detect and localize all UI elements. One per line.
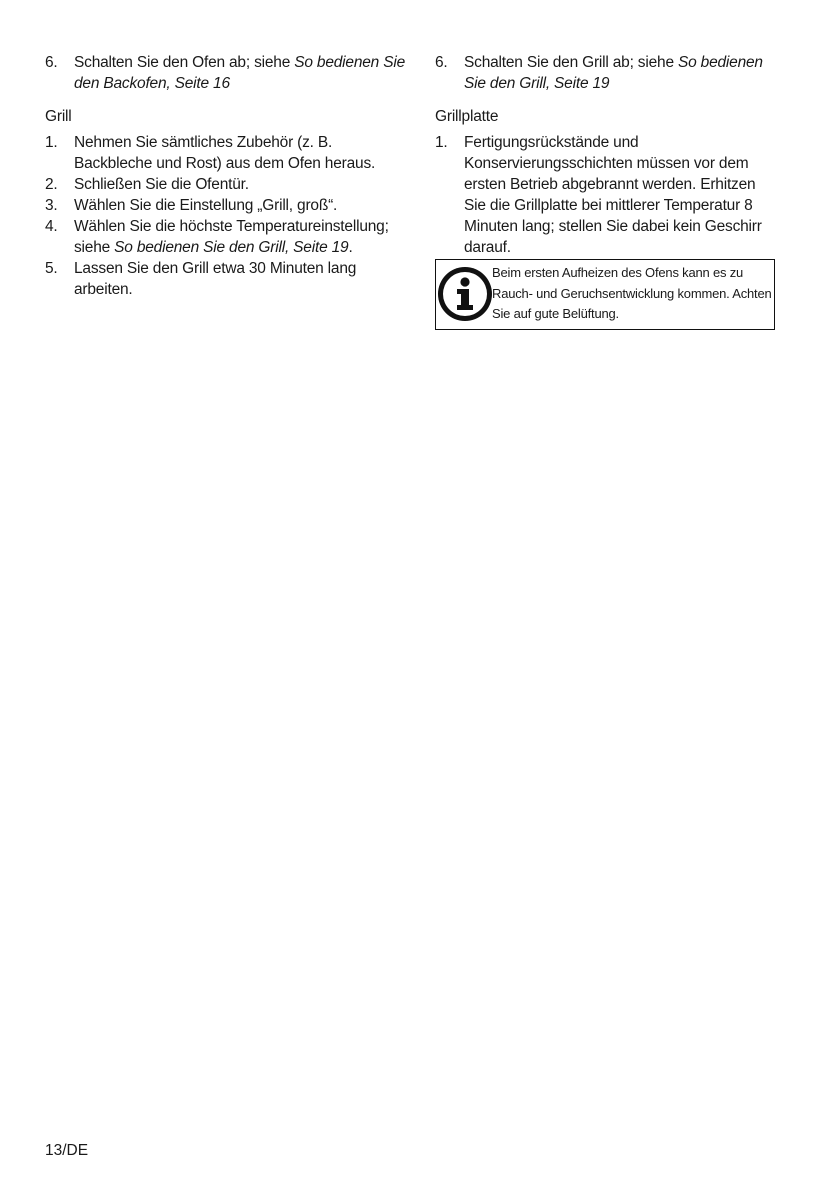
item-number: 4. [45,218,58,235]
item-number: 1. [435,134,448,151]
page-reference: So bedienen Sie den Backofen, Seite 16 [74,54,405,92]
list-item [45,195,410,216]
list-item [45,216,410,258]
page-reference: So bedienen Sie den Grill, Seite 19 [464,54,763,92]
item-text: Schließen Sie die Ofentür. [74,176,249,193]
item-text: Nehmen Sie sämtliches Zubehör (z. B. Backbleche und Rost) aus dem Ofen heraus. [74,134,376,172]
item-text: Schalten Sie den Grill ab; siehe [464,54,678,71]
page-number: 13/DE [45,1142,89,1159]
list-item [435,52,780,94]
list-item [435,132,780,258]
item-text: Schalten Sie den Ofen ab; siehe [74,54,295,71]
info-icon [436,260,493,328]
right-column [435,52,780,330]
page-reference: So bedienen Sie den Grill, Seite 19 [114,239,349,256]
section-heading-grillplatte: Grillplatte [435,108,499,125]
item-number: 5. [45,260,58,277]
item-text: Wählen Sie die höchste Temperatureinstellung; siehe [74,218,389,256]
item-number: 6. [45,54,58,71]
item-number: 1. [45,134,58,151]
notice-text: Beim ersten Aufheizen des Ofens kann es zu Rauch- und Geruchsentwicklung kommen. Achten Sie auf gute Belüftung. [492,265,772,321]
item-number: 3. [45,197,58,214]
info-notice [435,259,775,330]
item-text: Fertigungsrückstände und Konservierungsschichten müssen vor dem ersten Betrieb abgebrannt werden. Erhitzen Sie die Grillplatte bei mittlerer Temperatur 8 Minuten lang; stellen Sie dabei kein Geschirr darauf. [464,134,762,256]
list-item [45,132,410,174]
item-number: 6. [435,54,448,71]
item-text: Wählen Sie die Einstellung „Grill, groß“. [74,197,338,214]
left-column [45,52,410,300]
list-item [45,174,410,195]
item-suffix: . [348,239,353,256]
list-item [45,258,410,300]
section-heading-grill: Grill [45,108,72,125]
list-item [45,52,410,94]
item-number: 2. [45,176,58,193]
item-text: Lassen Sie den Grill etwa 30 Minuten lang arbeiten. [74,260,357,298]
